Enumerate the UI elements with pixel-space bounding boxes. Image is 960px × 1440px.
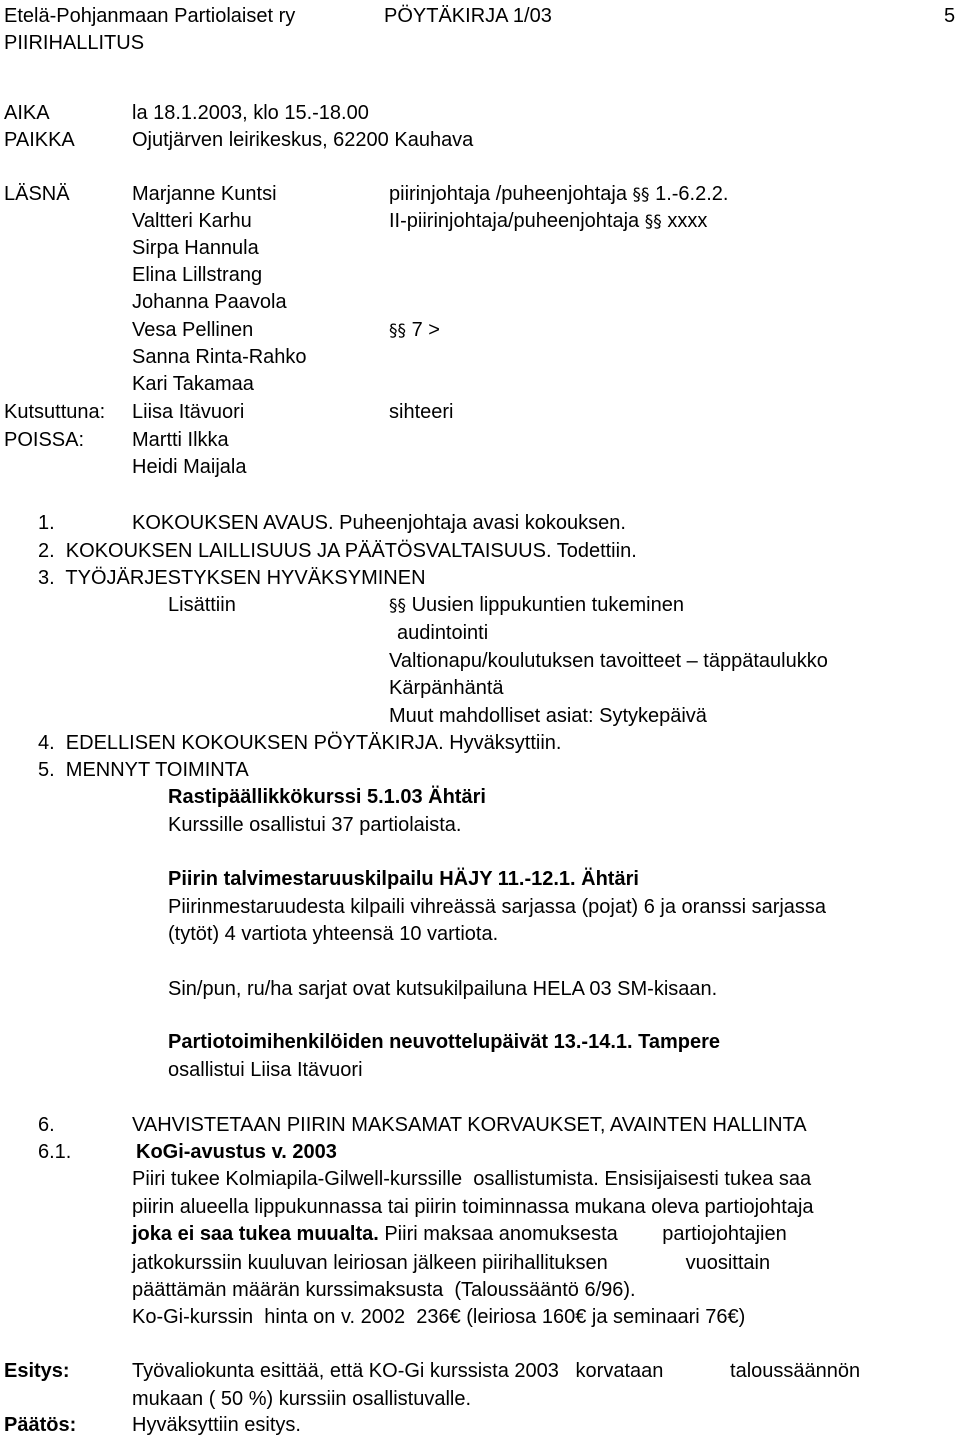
item-6-1-paragraph: päättämän määrän kurssimaksusta (Taloussääntö 6/96). <box>132 1279 636 1301</box>
attendee-role: sihteeri <box>389 401 454 423</box>
attendee-role: piirinjohtaja /puheenjohtaja §§ 1.-6.2.2. <box>389 183 729 205</box>
item-6-1-paragraph: jatkokurssiin kuuluvan leiriosan jälkeen piirihallituksen vuosittain <box>132 1252 771 1274</box>
esitys-label: Esitys: <box>4 1360 70 1382</box>
item-3-added-1: §§ Uusien lippukuntien tukeminen <box>389 594 684 616</box>
aika-label: AIKA <box>4 102 50 124</box>
item-5-sub-3-title: Partiotoimihenkilöiden neuvottelupäivät 13.-14.1. Tampere <box>168 1031 720 1053</box>
item-2-text: 2. KOKOUKSEN LAILLISUUS JA PÄÄTÖSVALTAISUUS. Todettiin. <box>38 540 637 562</box>
poissa-label: POISSA: <box>4 429 85 451</box>
attendee-name: Vesa Pellinen <box>132 319 254 341</box>
attendee-role: §§ 7 > <box>389 319 440 341</box>
item-6-1-number: 6.1. <box>38 1141 72 1163</box>
absent-name: Heidi Maijala <box>132 456 247 478</box>
attendee-role: II-piirinjohtaja/puheenjohtaja §§ xxxx <box>389 210 708 232</box>
item-6-number: 6. <box>38 1114 55 1136</box>
section-marker-icon: §§ <box>389 596 406 616</box>
section-marker-icon: §§ <box>632 185 650 205</box>
paikka-value: Ojutjärven leirikeskus, 62200 Kauhava <box>132 129 474 151</box>
paatos-text: Hyväksyttiin esitys. <box>132 1414 301 1436</box>
lasna-label: LÄSNÄ <box>4 183 70 205</box>
attendee-name: Liisa Itävuori <box>132 401 245 423</box>
item-6-text: VAHVISTETAAN PIIRIN MAKSAMAT KORVAUKSET, AVAINTEN HALLINTA <box>132 1114 807 1136</box>
item-5-sub-3-body: osallistui Liisa Itävuori <box>168 1059 363 1081</box>
item-3-added-label: Lisättiin <box>168 594 236 616</box>
item-6-1-paragraph: Piiri tukee Kolmiapila-Gilwell-kurssille osallistumista. Ensisijaisesti tukea saa <box>132 1168 812 1190</box>
item-3-text: 3. TYÖJÄRJESTYKSEN HYVÄKSYMINEN <box>38 567 426 589</box>
item-5-sub-2-body: (tytöt) 4 vartiota yhteensä 10 vartiota. <box>168 923 499 945</box>
item-3-added-5: Muut mahdolliset asiat: Sytykepäivä <box>389 705 707 727</box>
item-5-sub-2-body: Piirinmestaruudesta kilpaili vihreässä sarjassa (pojat) 6 ja oranssi sarjassa <box>168 896 827 918</box>
item-6-1-paragraph: joka ei saa tukea muualta. Piiri maksaa anomuksesta partiojohtajien <box>132 1223 787 1245</box>
section-marker-icon: §§ <box>389 321 406 341</box>
attendee-name: Kari Takamaa <box>132 373 254 395</box>
item-5-sub-1-title: Rastipäällikkökurssi 5.1.03 Ähtäri <box>168 786 486 808</box>
item-5-sub-2-title: Piirin talvimestaruuskilpailu HÄJY 11.-12.1. Ähtäri <box>168 868 639 890</box>
item-5-sub-2-body: Sin/pun, ru/ha sarjat ovat kutsukilpailuna HELA 03 SM-kisaan. <box>168 978 718 1000</box>
item-3-added-3: Valtionapu/koulutuksen tavoitteet – täppätaulukko <box>389 650 828 672</box>
absent-name: Martti Ilkka <box>132 429 229 451</box>
attendee-name: Johanna Paavola <box>132 291 287 313</box>
item-3-added-4: Kärpänhäntä <box>389 677 504 699</box>
attendee-name: Valtteri Karhu <box>132 210 252 232</box>
kutsuttuna-label: Kutsuttuna: <box>4 401 106 423</box>
page-number: 5 <box>944 5 956 27</box>
attendee-name: Marjanne Kuntsi <box>132 183 277 205</box>
header-org: Etelä-Pohjanmaan Partiolaiset ry <box>4 5 296 27</box>
esitys-text: mukaan ( 50 %) kurssiin osallistuvalle. <box>132 1388 472 1410</box>
item-6-1-paragraph: Ko-Gi-kurssin hinta on v. 2002 236€ (leiriosa 160€ ja seminaari 76€) <box>132 1306 746 1328</box>
item-3-added-2: audintointi <box>397 622 489 644</box>
item-1-text: KOKOUKSEN AVAUS. Puheenjohtaja avasi kokouksen. <box>132 512 626 534</box>
aika-value: la 18.1.2003, klo 15.-18.00 <box>132 102 369 124</box>
item-6-1-title: KoGi-avustus v. 2003 <box>136 1141 337 1163</box>
paatos-label: Päätös: <box>4 1414 77 1436</box>
esitys-text: Työvaliokunta esittää, että KO-Gi kurssista 2003 korvataan taloussäännön <box>132 1360 861 1382</box>
attendee-name: Elina Lillstrang <box>132 264 263 286</box>
section-marker-icon: §§ <box>644 212 662 232</box>
header-body: PIIRIHALLITUS <box>4 32 145 54</box>
paikka-label: PAIKKA <box>4 129 75 151</box>
item-6-1-paragraph: piirin alueella lippukunnassa tai piirin toiminnassa mukana oleva partiojohtaja <box>132 1196 814 1218</box>
attendee-name: Sanna Rinta-Rahko <box>132 346 307 368</box>
item-5-sub-1-body: Kurssille osallistui 37 partiolaista. <box>168 814 462 836</box>
header-doc-title: PÖYTÄKIRJA 1/03 <box>384 5 552 27</box>
item-4-text: 4. EDELLISEN KOKOUKSEN PÖYTÄKIRJA. Hyväksyttiin. <box>38 732 562 754</box>
item-1-number: 1. <box>38 512 55 534</box>
item-5-text: 5. MENNYT TOIMINTA <box>38 759 249 781</box>
attendee-name: Sirpa Hannula <box>132 237 259 259</box>
